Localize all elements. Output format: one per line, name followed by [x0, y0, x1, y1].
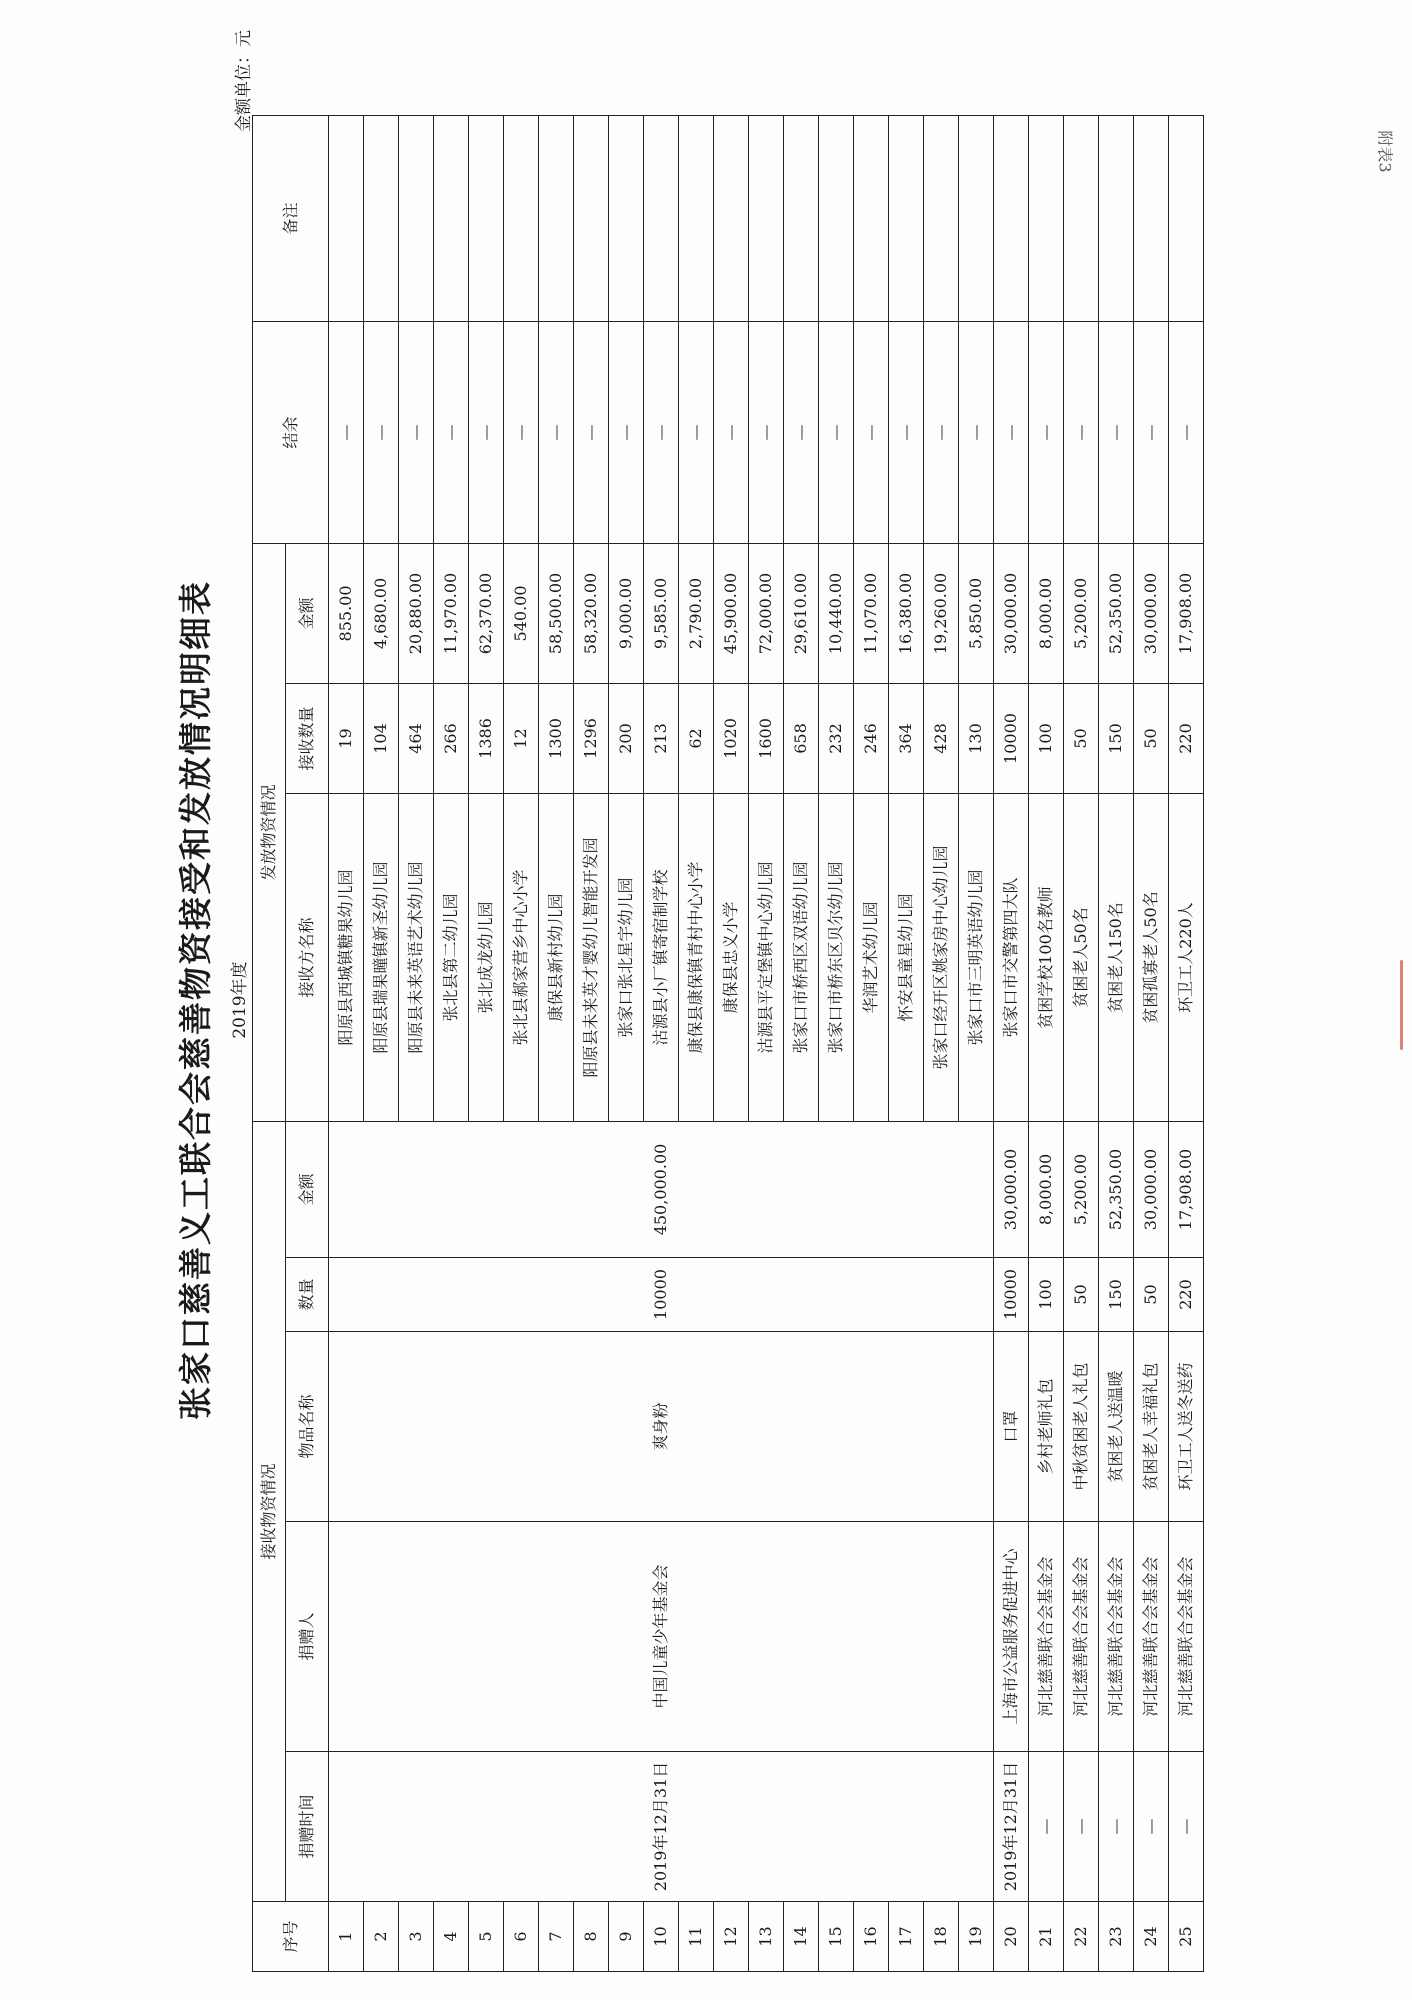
remarks-cell: [889, 115, 924, 321]
remarks-cell: [399, 115, 434, 321]
recipient-cell: 康保县忠义小学: [714, 793, 749, 1121]
header-seq: 序号: [253, 1902, 329, 1972]
remarks-cell: [504, 115, 539, 321]
table-row: [1099, 115, 1134, 1971]
recipient-cell: 张家口市三明英语幼儿园: [959, 793, 994, 1121]
remarks-cell: [1169, 115, 1204, 321]
recipient-cell: 贫困老人50名: [1064, 793, 1099, 1121]
recv-amount-cell: 4,680.00: [364, 543, 399, 683]
header-recipient: 接收方名称: [286, 793, 329, 1121]
seq-cell: 16: [854, 1902, 889, 1972]
recv-qty-cell: 19: [329, 683, 364, 793]
balance-cell: —: [1134, 321, 1169, 543]
remarks-cell: [1029, 115, 1064, 321]
balance-cell: —: [644, 321, 679, 543]
recv-qty-cell: 213: [644, 683, 679, 793]
qty-cell: 100: [1029, 1258, 1064, 1332]
qty-cell: 220: [1169, 1258, 1204, 1332]
donor-cell: 河北慈善联合会基金会: [1169, 1522, 1204, 1752]
recipient-cell: 环卫工人220人: [1169, 793, 1204, 1121]
recipient-cell: 张北成龙幼儿园: [469, 793, 504, 1121]
recv-amount-cell: 30,000.00: [1134, 543, 1169, 683]
header-recv-amount: 金额: [286, 543, 329, 683]
recv-qty-cell: 150: [1099, 683, 1134, 793]
balance-cell: —: [504, 321, 539, 543]
seq-cell: 2: [364, 1902, 399, 1972]
balance-cell: —: [574, 321, 609, 543]
recv-amount-cell: 29,610.00: [784, 543, 819, 683]
recipient-cell: 康保县新村幼儿园: [539, 793, 574, 1121]
recv-qty-cell: 428: [924, 683, 959, 793]
remarks-cell: [924, 115, 959, 321]
group-qty-cell: 10000: [329, 1258, 994, 1332]
recv-amount-cell: 9,585.00: [644, 543, 679, 683]
amount-cell: 30,000.00: [1134, 1121, 1169, 1257]
recv-amount-cell: 20,880.00: [399, 543, 434, 683]
seq-cell: 7: [539, 1902, 574, 1972]
page-title: 张家口慈善义工联合会慈善物资接受和发放情况明细表: [176, 580, 215, 1420]
table-body: [329, 115, 1204, 1971]
donor-cell: 河北慈善联合会基金会: [1064, 1522, 1099, 1752]
remarks-cell: [329, 115, 364, 321]
amount-cell: 8,000.00: [1029, 1121, 1064, 1257]
table-row: [994, 115, 1029, 1971]
header-donor: 捐赠人: [286, 1522, 329, 1752]
header-amount: 金额: [286, 1121, 329, 1257]
recipient-cell: 贫困学校100名教师: [1029, 793, 1064, 1121]
seq-cell: 1: [329, 1902, 364, 1972]
header-remarks: 备注: [253, 115, 329, 321]
remarks-cell: [819, 115, 854, 321]
item-cell: 环卫工人送冬送药: [1169, 1332, 1204, 1522]
balance-cell: —: [924, 321, 959, 543]
recv-qty-cell: 1300: [539, 683, 574, 793]
group-amount-cell: 450,000.00: [329, 1121, 994, 1257]
seq-cell: 22: [1064, 1902, 1099, 1972]
balance-cell: —: [959, 321, 994, 543]
item-cell: 贫困老人幸福礼包: [1134, 1332, 1169, 1522]
recv-qty-cell: 130: [959, 683, 994, 793]
recv-amount-cell: 9,000.00: [609, 543, 644, 683]
recipient-cell: 张家口市桥东区贝尔幼儿园: [819, 793, 854, 1121]
balance-cell: —: [749, 321, 784, 543]
item-cell: 乡村老师礼包: [1029, 1332, 1064, 1522]
recv-amount-cell: 540.00: [504, 543, 539, 683]
date-cell: —: [1064, 1752, 1099, 1902]
recv-amount-cell: 11,970.00: [434, 543, 469, 683]
date-cell: —: [1169, 1752, 1204, 1902]
seq-cell: 19: [959, 1902, 994, 1972]
remarks-cell: [1134, 115, 1169, 321]
qty-cell: 50: [1134, 1258, 1169, 1332]
table-row: [1134, 115, 1169, 1971]
remarks-cell: [539, 115, 574, 321]
recv-amount-cell: 58,500.00: [539, 543, 574, 683]
balance-cell: —: [1064, 321, 1099, 543]
item-cell: 口罩: [994, 1332, 1029, 1522]
recv-qty-cell: 658: [784, 683, 819, 793]
date-cell: —: [1099, 1752, 1134, 1902]
recv-qty-cell: 104: [364, 683, 399, 793]
recipient-cell: 沽源县平定堡镇中心幼儿园: [749, 793, 784, 1121]
donor-cell: 上海市公益服务促进中心: [994, 1522, 1029, 1752]
amount-cell: 17,908.00: [1169, 1121, 1204, 1257]
balance-cell: —: [784, 321, 819, 543]
recv-qty-cell: 12: [504, 683, 539, 793]
balance-cell: —: [679, 321, 714, 543]
remarks-cell: [714, 115, 749, 321]
report-year: 2019年度: [230, 961, 250, 1039]
recipient-cell: 张北县郝家营乡中心小学: [504, 793, 539, 1121]
seq-cell: 12: [714, 1902, 749, 1972]
recipient-cell: 阳原县未来英才婴幼儿智能开发园: [574, 793, 609, 1121]
balance-cell: —: [714, 321, 749, 543]
recv-amount-cell: 45,900.00: [714, 543, 749, 683]
remarks-cell: [679, 115, 714, 321]
seq-cell: 25: [1169, 1902, 1204, 1972]
remarks-cell: [644, 115, 679, 321]
seq-cell: 17: [889, 1902, 924, 1972]
qty-cell: 50: [1064, 1258, 1099, 1332]
balance-cell: —: [994, 321, 1029, 543]
recipient-cell: 贫困老人150名: [1099, 793, 1134, 1121]
header-date: 捐赠时间: [286, 1752, 329, 1902]
seq-cell: 23: [1099, 1902, 1134, 1972]
group-donor-cell: 中国儿童少年基金会: [329, 1522, 994, 1752]
recipient-cell: 阳原县未来英语艺术幼儿园: [399, 793, 434, 1121]
balance-cell: —: [1029, 321, 1064, 543]
donor-cell: 河北慈善联合会基金会: [1029, 1522, 1064, 1752]
seq-cell: 20: [994, 1902, 1029, 1972]
balance-cell: —: [469, 321, 504, 543]
recv-qty-cell: 1296: [574, 683, 609, 793]
qty-cell: 10000: [994, 1258, 1029, 1332]
balance-cell: —: [889, 321, 924, 543]
balance-cell: —: [1169, 321, 1204, 543]
recipient-cell: 张北县第二幼儿园: [434, 793, 469, 1121]
remarks-cell: [469, 115, 504, 321]
table-row: [1029, 115, 1064, 1971]
seq-cell: 6: [504, 1902, 539, 1972]
date-cell: —: [1029, 1752, 1064, 1902]
donor-cell: 河北慈善联合会基金会: [1099, 1522, 1134, 1752]
balance-cell: —: [1099, 321, 1134, 543]
recv-qty-cell: 246: [854, 683, 889, 793]
balance-cell: —: [819, 321, 854, 543]
recipient-cell: 华润艺术幼儿园: [854, 793, 889, 1121]
recipient-cell: 怀安县童星幼儿园: [889, 793, 924, 1121]
group-item-cell: 爽身粉: [329, 1332, 994, 1522]
date-cell: —: [1134, 1752, 1169, 1902]
amount-cell: 30,000.00: [994, 1121, 1029, 1257]
recv-amount-cell: 8,000.00: [1029, 543, 1064, 683]
donor-cell: 河北慈善联合会基金会: [1134, 1522, 1169, 1752]
recv-qty-cell: 62: [679, 683, 714, 793]
recv-qty-cell: 364: [889, 683, 924, 793]
recv-qty-cell: 220: [1169, 683, 1204, 793]
detail-table: [252, 115, 1204, 1972]
remarks-cell: [959, 115, 994, 321]
recv-qty-cell: 1600: [749, 683, 784, 793]
remarks-cell: [854, 115, 889, 321]
seq-cell: 14: [784, 1902, 819, 1972]
balance-cell: —: [329, 321, 364, 543]
recipient-cell: 阳原县瑞果曈镇新圣幼儿园: [364, 793, 399, 1121]
item-cell: 中秋贫困老人礼包: [1064, 1332, 1099, 1522]
header-distributed-group: 发放物资情况: [253, 543, 286, 1121]
remarks-cell: [1064, 115, 1099, 321]
balance-cell: —: [364, 321, 399, 543]
recv-qty-cell: 10000: [994, 683, 1029, 793]
recv-amount-cell: 30,000.00: [994, 543, 1029, 683]
balance-cell: —: [609, 321, 644, 543]
recv-amount-cell: 16,380.00: [889, 543, 924, 683]
recv-amount-cell: 72,000.00: [749, 543, 784, 683]
remarks-cell: [574, 115, 609, 321]
remarks-cell: [994, 115, 1029, 321]
remarks-cell: [609, 115, 644, 321]
recv-qty-cell: 1020: [714, 683, 749, 793]
remarks-cell: [1099, 115, 1134, 321]
recv-qty-cell: 100: [1029, 683, 1064, 793]
seq-cell: 3: [399, 1902, 434, 1972]
table-row: [329, 115, 364, 1971]
attachment-label: 附表3: [1375, 130, 1395, 173]
item-cell: 贫困老人送温暖: [1099, 1332, 1134, 1522]
seq-cell: 8: [574, 1902, 609, 1972]
recv-amount-cell: 2,790.00: [679, 543, 714, 683]
remarks-cell: [364, 115, 399, 321]
recv-amount-cell: 11,070.00: [854, 543, 889, 683]
recipient-cell: 张家口市桥西区双语幼儿园: [784, 793, 819, 1121]
seq-cell: 24: [1134, 1902, 1169, 1972]
remarks-cell: [434, 115, 469, 321]
recipient-cell: 沽源县小厂镇寄宿制学校: [644, 793, 679, 1121]
header-item: 物品名称: [286, 1332, 329, 1522]
recipient-cell: 张家口张北星宇幼儿园: [609, 793, 644, 1121]
recv-amount-cell: 10,440.00: [819, 543, 854, 683]
recv-qty-cell: 232: [819, 683, 854, 793]
amount-cell: 5,200.00: [1064, 1121, 1099, 1257]
seq-cell: 4: [434, 1902, 469, 1972]
balance-cell: —: [399, 321, 434, 543]
table-row: [1169, 115, 1204, 1971]
recipient-cell: 贫困孤寡老人50名: [1134, 793, 1169, 1121]
recv-amount-cell: 5,200.00: [1064, 543, 1099, 683]
balance-cell: —: [434, 321, 469, 543]
remarks-cell: [749, 115, 784, 321]
seq-cell: 13: [749, 1902, 784, 1972]
seq-cell: 10: [644, 1902, 679, 1972]
recv-qty-cell: 1386: [469, 683, 504, 793]
header-recv-qty: 接收数量: [286, 683, 329, 793]
header-received-group: 接收物资情况: [253, 1121, 286, 1901]
balance-cell: —: [539, 321, 574, 543]
group-date-cell: 2019年12月31日: [329, 1752, 994, 1902]
recv-amount-cell: 52,350.00: [1099, 543, 1134, 683]
recv-amount-cell: 17,908.00: [1169, 543, 1204, 683]
recv-qty-cell: 50: [1064, 683, 1099, 793]
seq-cell: 11: [679, 1902, 714, 1972]
recv-amount-cell: 58,320.00: [574, 543, 609, 683]
header-qty: 数量: [286, 1258, 329, 1332]
remarks-cell: [784, 115, 819, 321]
amount-unit: 金额单位：元: [234, 30, 254, 132]
date-cell: 2019年12月31日: [994, 1752, 1029, 1902]
qty-cell: 150: [1099, 1258, 1134, 1332]
seq-cell: 5: [469, 1902, 504, 1972]
balance-cell: —: [854, 321, 889, 543]
recv-amount-cell: 5,850.00: [959, 543, 994, 683]
recv-amount-cell: 855.00: [329, 543, 364, 683]
seq-cell: 18: [924, 1902, 959, 1972]
recv-amount-cell: 19,260.00: [924, 543, 959, 683]
recipient-cell: 阳原县西城镇糖果幼儿园: [329, 793, 364, 1121]
header-balance: 结余: [253, 321, 329, 543]
recipient-cell: 康保县康保镇青村中心小学: [679, 793, 714, 1121]
recv-qty-cell: 464: [399, 683, 434, 793]
seq-cell: 9: [609, 1902, 644, 1972]
seq-cell: 15: [819, 1902, 854, 1972]
recipient-cell: 张家口经开区姚家房中心幼儿园: [924, 793, 959, 1121]
recv-qty-cell: 266: [434, 683, 469, 793]
recv-amount-cell: 62,370.00: [469, 543, 504, 683]
amount-cell: 52,350.00: [1099, 1121, 1134, 1257]
recipient-cell: 张家口市交警第四大队: [994, 793, 1029, 1121]
seq-cell: 21: [1029, 1902, 1064, 1972]
table-row: [1064, 115, 1099, 1971]
recv-qty-cell: 50: [1134, 683, 1169, 793]
recv-qty-cell: 200: [609, 683, 644, 793]
